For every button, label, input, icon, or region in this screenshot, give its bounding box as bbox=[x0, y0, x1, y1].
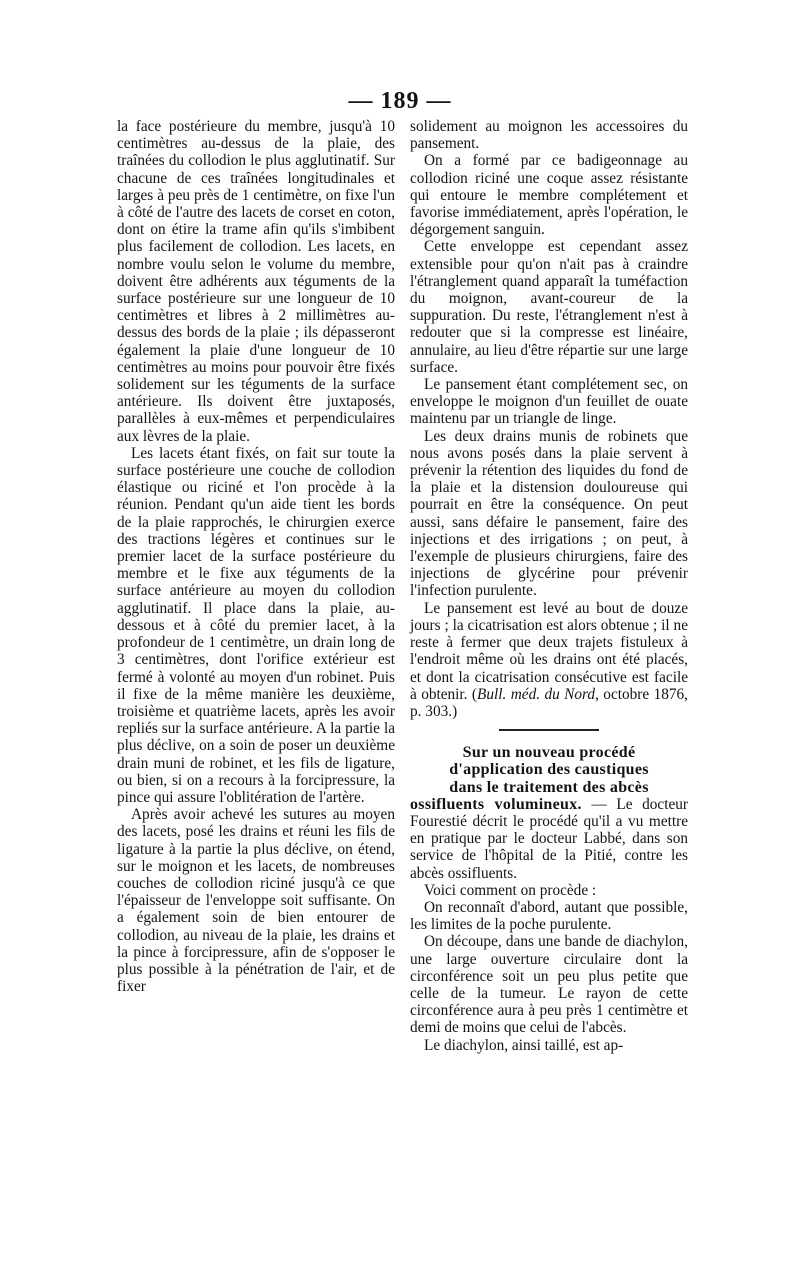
page-number: — 189 — bbox=[348, 88, 452, 114]
paragraph: Les deux drains munis de robinets que nous avons posés dans la plaie servent à prévenir la rétention des liquides du fond de la plaie et la distension douloureuse qui pourrait en être la conséquence. On peut aussi, sans défaire le pansement, faire des injections et des irrigations ; on peut, à l'exemple de plusieurs chirurgiens, faire des injections de glycérine pour prévenir l'infection purulente. bbox=[410, 427, 688, 600]
paragraph: Le pansement étant complétement sec, on enveloppe le moignon d'un feuillet de ouate maintenu par un triangle de linge. bbox=[410, 376, 688, 428]
paragraph: On découpe, dans une bande de diachylon, une large ouverture circulaire dont la circonférence soit un peu plus petite que celle de la tumeur. Le rayon de cette circonférence aura à peu près 1 centimètre et demi de moins que celui de l'abcès. bbox=[410, 933, 688, 1037]
left-column bbox=[117, 118, 395, 995]
paragraph: solidement au moignon les accessoires du pansement. bbox=[410, 118, 688, 153]
paragraph: On a formé par ce badigeonnage au collodion riciné une coque assez résistante qui entoure le membre complétement et favorise immédiatement, après l'opération, le dégorgement sanguin. bbox=[410, 152, 688, 239]
paragraph: Cette enveloppe est cependant assez extensible pour qu'on n'ait pas à craindre l'étranglement quand apparaît la tuméfaction du moignon, avant-coureur de la suppuration. Du reste, l'étranglement n'est à redouter que si la compresse est linéaire, annulaire, au lieu d'être répartie sur une large surface. bbox=[410, 238, 688, 376]
paragraph-with-citation bbox=[410, 600, 688, 720]
paragraph: Voici comment on procède : bbox=[424, 881, 597, 899]
paragraph: la face postérieure du membre, jusqu'à 10 centimètres au-dessus de la plaie, des traînées du collodion le plus agglutinatif. Sur chacune de ces traînées longitudinales et larges à peu près de 1 centimètre, on fixe l'un à côté de l'autre des lacets de corset en coton, dont on étire la trame afin qu'ils s'imbibent plus facilement de collodion. Les lacets, en nombre voulu selon le volume du membre, doivent être adhérents aux téguments de la surface postérieure sur une longueur de 10 centimètres et libres à 2 millimètres au-dessus des bords de la plaie ; ils dépasseront également la plaie d'une longueur de 10 centimètres au moins pour pouvoir être fixés solidement sur les téguments de la surface antérieure. Ils doivent être juxtaposés, parallèles à eux-mêmes et perpendiculaires aux lèvres de la plaie. bbox=[117, 118, 395, 445]
article-heading-paragraph bbox=[410, 744, 688, 882]
article-intro: — Le docteur Fourestié décrit le procédé qu'il a vu mettre en pratique par le docteur Labbé, dans son service de l'hôpital de la Pitié, contre les abcès ossifluents. bbox=[410, 795, 688, 882]
paragraph: Après avoir achevé les sutures au moyen des lacets, posé les drains et réuni les fils de ligature à la partie la plus déclive, on étend, sur le moignon et les lacets, de nombreuses couches de collodion riciné jusqu'à ce que l'épaisseur de l'enveloppe soit suffisante. On a également soin de bien entourer de collodion, au niveau de la plaie, les drains et la pince à forcipressure, afin de s'opposer le plus possible à la pénétration de l'air, et de fixer bbox=[117, 806, 395, 996]
paragraph: Le diachylon, ainsi taillé, est ap- bbox=[424, 1036, 624, 1054]
citation-source: Bull. méd. du Nord bbox=[477, 685, 596, 703]
article-title-line: ossifluents volumineux. bbox=[410, 795, 582, 813]
article-title-line: dans le traitement des abcès bbox=[449, 778, 649, 796]
paragraph-text: Le pansement est levé au bout de douze jours ; la cicatrisation est alors obtenue ; il ne reste à fermer que deux trajets fistuleux à l'endroit même où les drains ont été placés, et dont la cicatrisation consécutive est facile à obtenir. ( bbox=[410, 599, 688, 703]
section-divider bbox=[499, 729, 599, 731]
article-title-line: d'application des caustiques bbox=[449, 761, 649, 779]
paragraph: Les lacets étant fixés, on fait sur toute la surface postérieure une couche de collodion élastique ou riciné et l'on procède à la réunion. Pendant qu'un aide tient les bords de la plaie rapprochés, le chirurgien exerce des tractions légères et continues sur le premier lacet de la surface postérieure du membre et le fixe aux téguments de la surface antérieure au moyen du collodion agglutinatif. Il place dans la plaie, au-dessous et à côté du premier lacet, à la profondeur de 1 centimètre, un drain long de 3 centimètres, dont l'orifice extérieur est fermé à volonté au moyen d'un robinet. Puis il fixe de la même manière les deuxième, troisième et quatrième lacets, après les avoir repliés sur la surface antérieure. A la partie la plus déclive, on a soin de poser un deuxième drain muni de robinet, et les fils de ligature, ou bien, si on a recours à la forcipressure, la pince qui assure l'oblitération de l'artère. bbox=[117, 444, 395, 806]
paragraph: On reconnaît d'abord, autant que possible, les limites de la poche purulente. bbox=[410, 898, 688, 934]
article-title-line: Sur un nouveau procédé bbox=[462, 744, 636, 762]
citation-details: , octobre 1876, p. 303.) bbox=[410, 685, 688, 720]
right-column bbox=[410, 118, 688, 1054]
